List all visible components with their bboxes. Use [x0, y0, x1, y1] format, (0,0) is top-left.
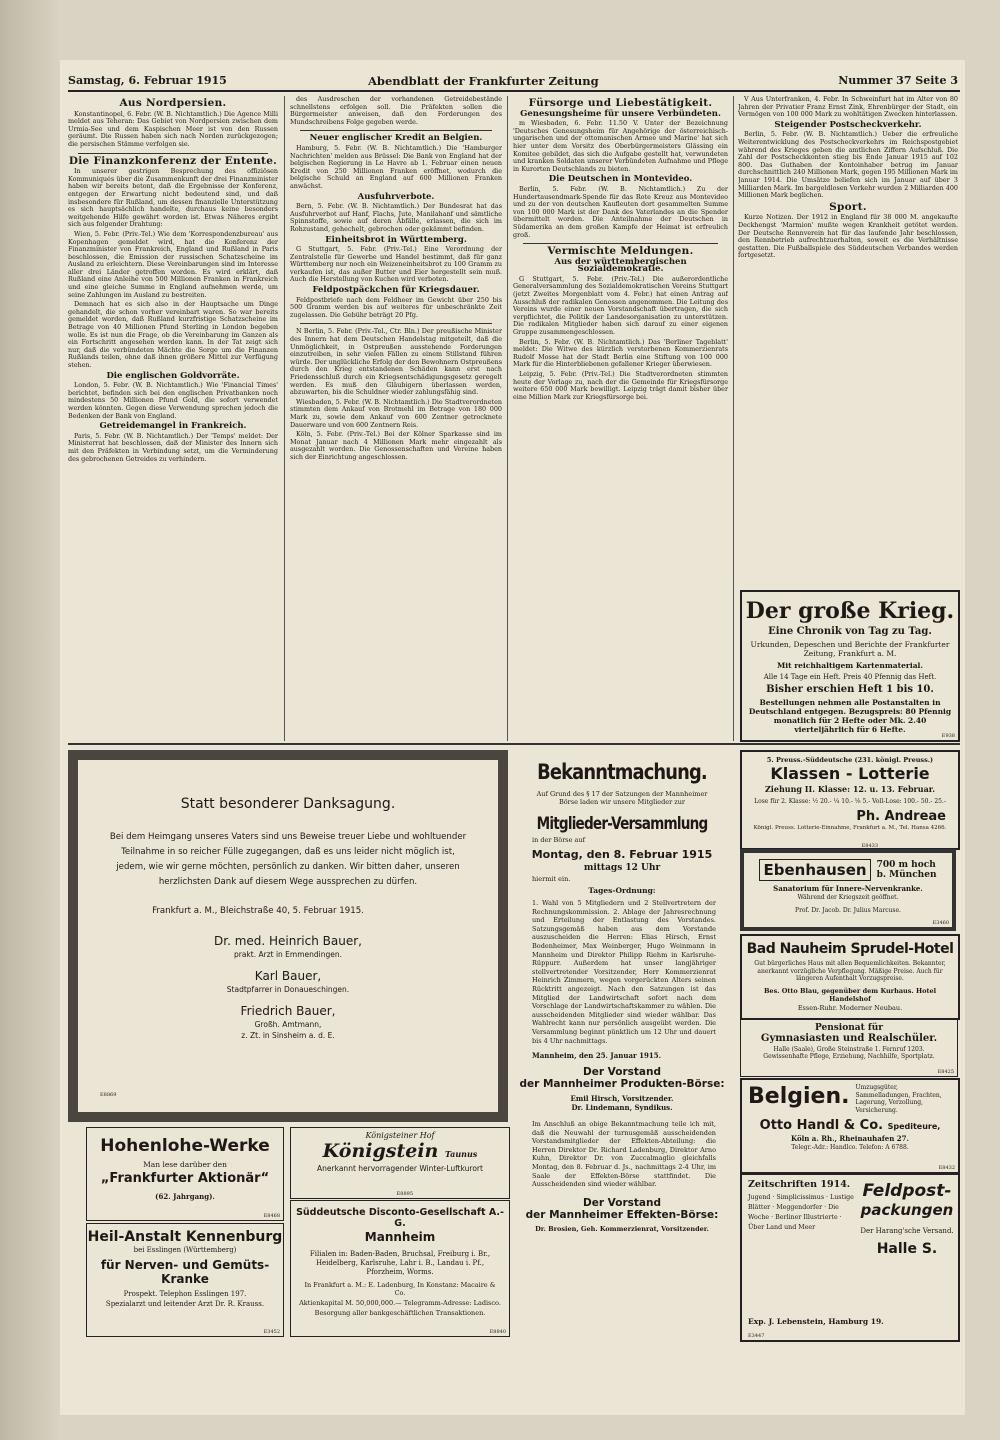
headline-kredit-belgien: Neuer englischer Kredit an Belgien. — [309, 133, 483, 144]
article-column-3 — [513, 96, 728, 741]
column-divider — [284, 96, 285, 741]
ad-title: Hohenlohe-Werke — [100, 1136, 270, 1156]
ad-text: Essen-Ruhr. — [797, 1003, 838, 1012]
ad-firm — [742, 1118, 958, 1133]
ad-text: Gewissenhafte Pflege, Erziehung, Nachhilfe, Sportplatz. — [763, 1053, 935, 1060]
ad-text: Besorgung aller bankgeschäftlichen Transaktionen. — [314, 1309, 486, 1317]
ad-code: E3452 — [263, 1329, 280, 1335]
ad-text: 5. Preuss.-Süddeutsche (231. königl. Preuss.) — [766, 756, 934, 764]
ad-text: Aktienkapital M. 50,000,000.— Telegramm-Adresse: Ladisco. — [299, 1299, 501, 1307]
ad-text: bei Esslingen (Württemberg) — [133, 1246, 237, 1254]
column-divider — [507, 96, 508, 741]
article-text: Berlin, 5. Febr. (W. B. Nichtamtlich.) Ueber die erfreuliche Weiterentwicklung des Postscheckverkehrs im Reichspostgebiet während des Krieges geben die amtlichen Ziffern Aufschluß. Die Zahl der Postscheckkonten stieg bis Ende Januar 1915 auf 102 800. Das Guthaben der Kontoinhaber betrug im Januar durchschnittlich 240 Millionen Mark, gegen 195 Millionen Mark im Januar 1914. Die Umsätze beliefen sich im Januar auf über 3 Milliarden Mark. Im bargeldlosen Verkehr wurden 2 Milliarden 400 Millionen Mark beglichen. — [738, 130, 958, 200]
ad-text: Exp. J. Lebenstein, Hamburg 19. — [748, 1317, 884, 1326]
ad-text: Königl. Preuss. Lotterie-Einnahme, Frankfurt a. M., Tel. Hansa 4266. — [753, 825, 947, 831]
article-column-2 — [290, 96, 502, 741]
ad-text: Mit reichhaltigem Kartenmaterial. — [776, 661, 924, 670]
ad-text: Dr. Brosien, Geh. Kommerzienrat, Vorsitzender. — [535, 1224, 709, 1233]
headline-montevideo: Die Deutschen in Montevideo. — [548, 174, 693, 185]
ad-text: Telegr.-Adr.: Handlco. Telefon: A 6788. — [791, 1144, 909, 1151]
article-text: V Aus Unterfranken, 4. Febr. In Schweinfurt hat im Alter von 80 Jahren der Privatier Franz Ernst Zink, Ehrenbürger der Stadt, ein Vermögen von 100 000 Mark zu wohltätigen Zwecken hinterlassen. — [738, 96, 958, 119]
ad-seller: Ph. Andreae — [856, 809, 946, 824]
ad-text: Bes. Otto Blau, gegenüber dem Kurhaus. — [763, 986, 914, 995]
article-text: m Wiesbaden, 6. Febr. 11.50 V. Unter der Bezeichnung 'Deutsches Genesungsheim für Angehörige der österreichisch-ungarischen und der ottomanischen Armee und Marine' hat sich hier unter dem Vorsitz des Oberbürgermeisters Glässing ein Komitee gebildet, das sich die Aufgabe gestellt hat, verwundeten und kranken Soldaten unserer Verbündeten Aufnahme und Pflege in Kurorten Deutschlands zu bieten. — [513, 119, 728, 173]
ad-code: E3460 — [932, 920, 949, 926]
article-text: N Berlin, 5. Febr. (Priv.-Tel., Ctr. Bln.) Der preußische Minister des Innern hat dem Deutschen Handelstag mitgeteilt, daß die Unmöglichkeit, in Ostpreußen ausstehende Forderungen einzutreiben, in sehr vielen Fällen zu einem Stillstand führen würde. Der unglückliche Erfolg der den Bewohnern Ostpreußens durch den Krieg entstandenen Schäden kann erst nach Friedensschluß durch ein Kriegsentschädigungsgesetz geregelt werden. Es muß den Gläubigern überlassen werden, abzuwarten, bis die Schuldner wieder zahlungsfähig sind. — [290, 327, 502, 397]
header-date: Samstag, 6. Februar 1915 — [68, 74, 227, 87]
ad-title-text: Königstein — [322, 1140, 439, 1162]
ad-koenigstein — [290, 1127, 510, 1199]
header-number: Nummer 37 Seite 3 — [838, 74, 958, 87]
article-text: G Stuttgart, 5. Febr. (Priv.-Tel.) Eine Verordnung der Zentralstelle für Gewerbe und Handel bestimmt, daß für ganz Württemberg nur noch ein Weizeneinheitsbrot zu 100 Gramm zu verkaufen ist, das außer Butter und Eier hergestellt sein muß. Auch die Herstellung von Kuchen wird verboten. — [290, 245, 502, 284]
ad-owner — [742, 987, 958, 1003]
ad-text: Mitglieder-Versammlung — [536, 814, 708, 834]
ad-packungen — [860, 1181, 954, 1257]
column-divider — [733, 96, 734, 741]
article-text: Berlin, 5. Febr. (W. B. Nichtamtlich.) Zu der Hundertausendmark-Spende für das Rote Kreuz aus Montevideo und zu der von deutschen Kaufleuten dort gesammelten Summe von 100 000 Mark ist der Dank des Vaterlandes an die Spender übermittelt worden. Die Anteilnahme der Deutschen in Südamerika an dem großen Kampfe der Heimat ist erfreulich groß. — [513, 184, 728, 239]
ad-text: In Frankfurt a. M.: E. Ladenburg, In Konstanz: Macaire & Co. — [304, 1281, 496, 1297]
article-text: Feldpostbriefe nach dem Feldheer im Gewicht über 250 bis 500 Gramm werden bis auf weiteres für unbeschränkte Zeit zugelassen. Die Gebühr beträgt 20 Pfg. — [290, 295, 502, 319]
ad-text: „Frankfurter Aktionär“ — [100, 1171, 270, 1186]
ad-code: E3447 — [748, 1333, 765, 1339]
ad-text: Im Anschluß an obige Bekanntmachung teile ich mit, daß die Neuwahl der turnusgemäß ausscheidenden Vorstandsmitglieder der Effekten-Abteilung: die Herren Direktor Dr. Richard Ladenburg, Direktor Arno Kuhn, Direktor Dr. von Zuccalmaglio gleichfalls Montag, den 8. Februar d. Js., nachmittags 2-4 Uhr, im Saale der Effekten-Börse stattfindet. Die Ausscheidenden sind wieder wählbar. — [532, 1120, 716, 1189]
ad-text: der Mannheimer Effekten-Börse: — [525, 1208, 719, 1221]
ad-ebenhausen — [740, 849, 956, 931]
article-text: Wiesbaden, 5. Febr. (W. B. Nichtamtlich.) Die Stadtverordneten stimmten dem Ankauf von Brotmehl im Betrage von 180 000 Mark zu, sowie dem Ankauf von 600 Zentner getrocknete Dauerware und von 600 Zentnern Reis. — [290, 397, 502, 429]
headline-genesungsheime: Genesungsheime für unsere Verbündeten. — [520, 108, 721, 119]
ad-title: Bad Nauheim Sprudel-Hotel — [746, 941, 954, 957]
ad-text: Bei dem Heimgang unseres Vaters sind uns Beweise treuer Liebe und wohltuender Teilnahme in so reicher Fülle zugegangen, daß es uns leider nicht möglich ist, jedem, wie wir gerne möchten, persönlich zu danken. Wir bitten daher, unseren herzlichsten Dank auf diesem Wege aussprechen zu dürfen. — [109, 832, 467, 887]
ad-pensionat — [740, 1019, 958, 1077]
ad-date: Montag, den 8. Februar 1915 — [531, 848, 713, 861]
ad-title: Zeitschriften 1914. — [748, 1179, 851, 1190]
headline-nordpersien: Aus Nordpersien. — [119, 97, 227, 109]
ad-text: Mannheim, den 25. Januar 1915. — [532, 1051, 662, 1061]
ad-text: Alle 14 Tage ein Heft. Preis 40 Pfennig das Heft. — [763, 673, 937, 681]
headline-feldpost: Feldpostpäckchen für Kriegsdauer. — [312, 285, 480, 296]
article-text: Wien, 5. Febr. (Priv.-Tel.) Wie dem 'Korrespondenzbureau' aus Kopenhagen gemeldet wird, hat die Konferenz der Finanzminister von Frankreich, England und Rußland in Paris beschlossen, die Emission der russischen Schatzscheine im Ausland zu erleichtern. Diese Vereinbarungen sind im Interesse aller drei Länder getroffen worden. Es wird erklärt, daß Rußland eine Anleihe von 500 Millionen Franken in Frankreich und eine gleiche Summe in England aufnehmen werde, um seine Zahlungen im Ausland zu bestreiten. — [68, 229, 278, 299]
ad-text: Bestellungen nehmen alle Postanstalten in Deutschland entgegen. Bezugspreis: 80 Pfennig monatlich für 2 Hefte oder Mk. 2.40 vierteljährlich für 6 Hefte. — [748, 698, 952, 734]
ad-text: Dr. Lindemann, Syndikus. — [571, 1103, 673, 1113]
ad-name: Karl Bauer, — [254, 969, 322, 983]
ad-text: Sanatorium für Innere-Nervenkranke. — [773, 884, 923, 893]
ad-place: Frankfurt a. M., Bleichstraße 40, 5. Februar 1915. — [152, 906, 364, 916]
article-text: Konstantinopel, 6. Febr. (W. B. Nichtamtlich.) Die Agence Milli meldet aus Teheran: Das Gebiet von Nordpersien zwischen dem Urmia-See und dem Kaspischen Meer ist von den Russen geräumt. Die Russen haben sich nach Norden zurückgezogen; die persischen Stämme verfolgen sie. — [68, 109, 278, 148]
ad-name: Friedrich Bauer, — [240, 1004, 336, 1018]
article-text: des Ausdreschen der vorhandenen Getreidebestände schnellstens erfolgen soll. Die Präfekten sollen die Bürgermeister anweisen, daß den Forderungen des Mundschreibens Folge gegeben werde. — [290, 96, 502, 126]
article-text: Bern, 5. Febr. (W. B. Nichtamtlich.) Der Bundesrat hat das Ausfuhrverbot auf Hanf, Flachs, Jute, Manilahanf und sämtliche Spinnstoffe, sowie auf deren Abfälle, erlassen, die sich im Rohzustand, gehechelt, gebrochen oder gekämmt befinden. — [290, 202, 502, 233]
ad-text: Jugend · Simplicissimus · Lustige Blätter · Meggendorfer · Die Woche · Berliner Illustrierte · Über Land und Meer — [748, 1194, 854, 1231]
ad-altitude — [877, 860, 937, 880]
ad-heading — [742, 1080, 958, 1114]
headline-sport: Sport. — [829, 200, 867, 213]
ad-text: der Mannheimer Produkten-Börse: — [519, 1078, 725, 1091]
ad-code: E938 — [941, 733, 955, 739]
ad-title: Statt besonderer Danksagung. — [180, 796, 396, 812]
page-gutter — [0, 0, 60, 1440]
ad-text: Stadtpfarrer in Donaueschingen. — [226, 985, 350, 994]
article-text: Leipzig, 5. Febr. (Priv.-Tel.) Die Stadtverordneten stimmten heute der Vorlage zu, nach der die Gemeinde für Kriegsfürsorge weitere 650 000 Mark bewilligt. Leipzig trägt damit bisher über eine Million Mark zur Kriegsfürsorge bei. — [513, 370, 728, 401]
ad-city — [742, 1004, 958, 1012]
ad-name: Dr. med. Heinrich Bauer, — [214, 934, 362, 948]
ad-heading — [744, 859, 952, 881]
ad-text: Ziehung II. Klasse: 12. u. 13. Februar. — [764, 784, 936, 794]
ad-code: E8433 — [861, 843, 878, 849]
ad-code: E8432 — [938, 1165, 955, 1171]
ad-bad-nauheim — [740, 934, 960, 1020]
ad-text: Lose für 2. Klasse: ½ 20.- ¼ 10.- ⅛ 5.- Voll-Lose: 100.- 50.- 25.- — [754, 798, 946, 805]
headline-getreidemangel: Getreidemangel in Frankreich. — [99, 421, 247, 432]
ad-text: Emil Hirsch, Vorsitzender. — [570, 1094, 674, 1104]
ad-text: Mannheim — [364, 1230, 436, 1244]
headline-finanzkonferenz: Die Finanzkonferenz der Entente. — [68, 154, 278, 167]
ad-text: Otto Handl & Co. — [759, 1118, 884, 1133]
ad-text: Man lese darüber den — [143, 1160, 227, 1169]
section-divider — [68, 743, 960, 745]
ad-text: Prof. Dr. Jacob. Dr. Julius Marcuse. — [795, 907, 901, 914]
ad-text: Während der Kriegszeit geöffnet. — [797, 894, 899, 901]
ad-text: 1. Wahl von 5 Mitgliedern und 2 Stellvertretern der Rechnungskommission. 2. Ablage der Jahresrechnung und Erteilung der Entlastung des Vorstandes. Satzungsgemäß haben aus dem Vorstande auszuscheiden die Herren: Elias Hirsch, Ernst Bodenheimer, Max Weinberger, Hugo Weinmann in Mannheim und Direktor Philipp Riehm in Karlsruhe-Rüppurr. Außerdem hat unser langjähriger stellvertretender Vorsitzender, Herr Kommerzienrat Heinrich Zimmern, wegen vorgerückten Alters seinen Rücktritt angezeigt. Nach den Satzungen ist das Mitglied der Landwirtschaft sofort nach dem Vorschlage der Landwirtschaftskammer zu wählen. Die ausscheidenden Mitglieder sind wieder wählbar. Das Wahlrecht kann nur persönlich ausgeübt werden. Die Versammlung beginnt pünktlich um 12 Uhr und dauert bis 4 Uhr nachmittags. — [532, 899, 716, 1045]
header-paper: Abendblatt der Frankfurter Zeitung — [368, 74, 599, 88]
article-text: Kurze Notizen. Der 1912 in England für 38 000 M. angekaufte Deckhengst 'Marmion' mußte wegen Krankheit getötet werden. Der Deutsche Rennverein hat für das laufende Jahr beschlossen, den Rennbetrieb aufrechtzuerhalten, soweit es die Verhältnisse gestatten. Die Fußballspiele des Süddeutschen Verbandes werden fortgesetzt. — [738, 213, 958, 260]
article-text: G Stuttgart, 5. Febr. (Priv.-Tel.) Die außerordentliche Generalversammlung des Sozialdemokratischen Vereins Stuttgart (jetzt Zweites Morgenblatt vom 4. Febr.) hat einen Antrag auf Ausschluß der radikalen Genossen angenommen. Die Leitung des Vereins wurde einer neuen Vorstandschaft übertragen, die sich verpflichtet, die Politik der Landesorganisation zu unterstützen. Die radikalen Mitglieder haben sich darauf zu einer eigenen Gruppe zusammengeschlossen. — [513, 274, 728, 337]
article-text: London, 5. Febr. (W. B. Nichtamtlich.) Wie 'Financial Times' berichtet, befinden sich bei den englischen Privatbanken noch mindestens 50 Millionen Pfund Gold, die sofort verwendet werden könnten. Gegen diese Verwendung sprechen jedoch die Bedenken der Bank von England. — [68, 381, 278, 420]
ad-text: Gut bürgerliches Haus mit allen Bequemlichkeiten. Bekannter, anerkannt vorzügliche Verpflegung. Mäßige Preise. Auch für längeren Aufenthalt Vorzugspreise. — [754, 960, 946, 982]
headline-fuersorge: Fürsorge und Liebestätigkeit. — [528, 97, 713, 109]
headline-sozialdemokratie: Aus der württembergischen Sozialdemokratie. — [554, 256, 687, 275]
ad-text: prakt. Arzt in Emmendingen. — [233, 950, 343, 959]
ad-text: für Nerven- und Gemüts-Kranke — [100, 1258, 270, 1286]
ad-feldpost — [740, 1173, 960, 1342]
ad-title: Bekanntmachung. — [537, 760, 707, 784]
ad-title: Belgien. — [748, 1084, 850, 1109]
ad-text: Feldpost- — [862, 1181, 952, 1201]
ad-bekanntmachung — [514, 750, 730, 1410]
ad-der-grosse-krieg — [740, 590, 960, 742]
ad-title: Der große Krieg. — [745, 598, 955, 624]
ad-title: Klassen - Lotterie — [770, 764, 930, 783]
ad-text: Großh. Amtmann, — [254, 1020, 322, 1029]
ad-title: Ebenhausen — [759, 859, 870, 881]
article-column-4 — [738, 96, 958, 406]
ad-text: Anerkannt hervorragender Winter-Luftkurort — [317, 1164, 483, 1173]
article-column-1 — [68, 96, 278, 741]
ad-text: Moderner Neubau. — [839, 1003, 903, 1012]
ad-text: z. Zt. in Sinsheim a. d. E. — [241, 1031, 335, 1040]
ad-code: E8425 — [937, 1069, 954, 1075]
ad-text: Umzugsgüter, Sammelladungen, Frachten, Lagerung, Verzollung, Versicherung. — [855, 1084, 942, 1114]
ad-title: Heil-Anstalt Kennenburg — [87, 1229, 283, 1245]
ad-text: Der Vorstand — [583, 1196, 661, 1209]
ad-text: b. München — [876, 870, 937, 880]
ad-text: Bisher erschien Heft 1 bis 10. — [766, 684, 934, 695]
ad-text: Spezialarzt und leitender Arzt Dr. R. Krauss. — [105, 1300, 265, 1308]
page-header — [68, 74, 960, 92]
ad-code: E8840 — [489, 1329, 506, 1335]
ad-disconto — [290, 1200, 510, 1337]
ad-text: Halle S. — [876, 1241, 938, 1257]
ad-text: Auf Grund des § 17 der Satzungen der Mannheimer Börse laden wir unsere Mitglieder zur — [536, 790, 708, 806]
headline-goldvorraete: Die englischen Goldvorräte. — [106, 370, 240, 381]
article-text: In unserer gestrigen Besprechung des offiziösen Kommuniqués über die Zusammenkunft der drei Finanzminister haben wir bereits betont, daß die Ergebnisse der Konferenz, entgegen der Erwartung nicht bedeutend sind, und daß insbesondere für Rußland, um dessen finanzielle Unterstützung es sich hauptsächlich handelte, durchaus keine besonders weitgehende Hilfe gewährt worden ist. Etwas Näheres ergibt sich aus folgender Drahtung: — [68, 167, 278, 229]
ad-title: Gymnasiasten und Realschüler. — [760, 1033, 938, 1044]
article-text: Berlin, 5. Febr. (W. B. Nichtamtlich.) Das 'Berliner Tageblatt' meldet: Die Witwe des kürzlich verstorbenen Kommerzienrats Rudolf Mosse hat der Stadt Berlin eine Stiftung von 100 000 Mark für die Hinterbliebenen gefallener Krieger überwiesen. — [513, 337, 728, 369]
ad-text: Der Harang'sche Versand. — [860, 1227, 954, 1235]
ad-text: in der Börse auf — [532, 836, 586, 844]
article-text: Hamburg, 5. Febr. (W. B. Nichtamtlich.) Die 'Hamburger Nachrichten' melden aus Brüssel: Die Bank von England hat der belgischen Regierung in Le Havre ab 1. Februar einen neuen Kredit von 250 Millionen Franken eröffnet, wodurch die belgische Schuld an England auf 600 Millionen Franken anwächst. — [290, 143, 502, 190]
ad-subtitle: Eine Chronik von Tag zu Tag. — [768, 626, 932, 637]
article-text: Demnach hat es sich also in der Hauptsache um Dinge gehandelt, die schon vorher vereinbart waren. So war bereits gemeldet worden, daß Rußland kurzfristige Schatzscheine im Betrage von 40 Millionen Pfund Sterling in London begeben wolle. Es ist nun die Frage, ob die Vereinbarung im Ganzen als ein Fortschritt angesehen werden kann. In der Tat zeigt sich nur, daß die verbündeten Mächte die Sorge um die Finanzen Rußlands teilen, ohne daß ihnen größere Mittel zur Verfügung stehen. — [68, 300, 278, 369]
headline-postscheck: Steigender Postscheckverkehr. — [774, 119, 922, 130]
ad-text: packungen — [860, 1201, 954, 1219]
ad-text: mittags 12 Uhr — [583, 863, 661, 873]
ad-title: Süddeutsche Disconto-Gesellschaft A.-G. — [296, 1207, 504, 1229]
ad-belgien — [740, 1078, 960, 1174]
ad-text: 700 m hoch — [876, 860, 936, 870]
ad-text: Taunus — [444, 1149, 478, 1159]
ad-title — [291, 1140, 509, 1162]
ad-text: (62. Jahrgang). — [155, 1192, 215, 1201]
ad-text: Hotel Handelshof — [829, 986, 937, 1003]
ad-code: E8869 — [100, 1092, 117, 1098]
article-text: Köln, 5. Febr. (Priv.-Tel.) Bei der Kölner Sparkasse sind im Monat Januar nach 4 Millionen Mark mehr eingezahlt als ausgezahlt worden. Die Genossenschaften und Vereine haben sich der Einrichtung angeschlossen. — [290, 430, 502, 461]
ad-text: Pensionat für — [814, 1023, 884, 1033]
ad-hohenlohe — [86, 1127, 284, 1221]
ad-text: Köln a. Rh., Rheinauhafen 27. — [791, 1134, 909, 1143]
ad-lotterie — [740, 750, 960, 850]
ad-danksagung — [68, 750, 508, 1122]
ad-text: Tages-Ordnung: — [588, 886, 656, 895]
headline-vermischte: Vermischte Meldungen. — [547, 245, 694, 258]
ad-text: Der Vorstand — [583, 1066, 661, 1079]
ad-text: Prospekt. Telephon Esslingen 197. — [123, 1290, 247, 1298]
article-text: Paris, 5. Febr. (W. B. Nichtamtlich.) Der 'Temps' meldet: Der Ministerrat hat beschlossen, daß der Minister des Innern sich mit den Präfekten in Verbindung setzt, um die Verminderung des gebrochenen Getreides zu verhindern. — [68, 431, 278, 463]
ad-text: Urkunden, Depeschen und Berichte der Frankfurter Zeitung, Frankfurt a. M. — [750, 640, 950, 658]
ad-text: Königsteiner Hof — [365, 1131, 435, 1140]
headline-einheitsbrot: Einheitsbrot in Württemberg. — [325, 234, 467, 245]
ad-code: E8468 — [263, 1213, 280, 1219]
ad-text: hiermit ein. — [532, 875, 571, 883]
ad-text: Spediteure, — [887, 1122, 941, 1131]
ad-kennenburg — [86, 1223, 284, 1337]
ad-code: E8895 — [396, 1191, 413, 1197]
ad-text: Filialen in: Baden-Baden, Bruchsal, Freiburg i. Br., Heidelberg, Karlsruhe, Lahr i. B., Landau i. Pf., Pforzheim, Worms. — [309, 1250, 491, 1276]
headline-ausfuhrverbote: Ausfuhrverbote. — [357, 191, 435, 202]
ad-text: Halle (Saale), Große Steinstraße 1. Fernruf 1203. — [773, 1046, 925, 1053]
ad-zeitschriften — [748, 1179, 858, 1233]
